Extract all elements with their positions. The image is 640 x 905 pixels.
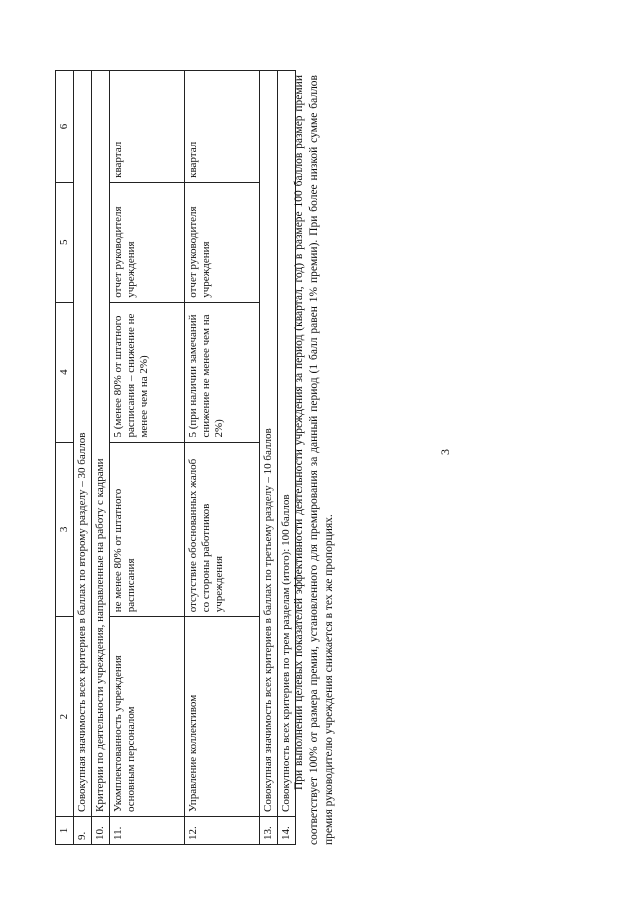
header-cell: 4 (56, 302, 74, 442)
table-cell: 13. (260, 817, 278, 845)
header-cell: 2 (56, 617, 74, 817)
table-cell: квартал (110, 71, 185, 183)
table-row (92, 71, 110, 845)
table-cell: Совокупность всех критериев по трем разделам (итого): 100 баллов (278, 71, 296, 817)
table-cell: Укомплектованность учреждения основным персоналом (110, 617, 185, 817)
table-cell: 5 (при наличии замечаний снижение не менее чем на 2%) (185, 302, 260, 442)
bonus-paragraph: При выполнении целевых показателей эффективности деятельности учреждения за период (квартал, год) в размере 100 баллов размер премии соответствует 100% от размера премии, установленного для премирования за данный период (1 балл равен 1% премии). При более низкой сумме баллов премия руководителю учреждения снижается в тех же пропорциях. (293, 75, 335, 845)
table-cell: отчет руководителя учреждения (185, 182, 260, 302)
table-cell: 10. (92, 817, 110, 845)
table-cell: отчет руководителя учреждения (110, 182, 185, 302)
header-cell: 3 (56, 442, 74, 617)
header-cell: 6 (56, 71, 74, 183)
table-cell: 11. (110, 817, 185, 845)
criteria-table (55, 70, 296, 845)
table-row (74, 71, 92, 845)
table-cell: отсутствие обоснованных жалоб со стороны работников учреждения (185, 442, 260, 617)
table-row (110, 71, 185, 845)
table-cell: Совокупная значимость всех критериев в баллах по третьему разделу – 10 баллов (260, 71, 278, 817)
table-cell: Управление коллективом (185, 617, 260, 817)
header-row (56, 71, 74, 845)
header-cell: 1 (56, 817, 74, 845)
table-cell: Критерии по деятельности учреждения, направленные на работу с кадрами (92, 71, 110, 817)
table-cell: Совокупная значимость всех критериев в баллах по второму разделу – 30 баллов (74, 71, 92, 817)
header-cell: 5 (56, 182, 74, 302)
table-body (56, 71, 296, 845)
table-cell: квартал (185, 71, 260, 183)
table-cell: 14. (278, 817, 296, 845)
page-number: 3 (438, 449, 452, 455)
table-cell: 9. (74, 817, 92, 845)
table-cell: 5 (менее 80% от штатного расписания – снижение не менее чем на 2%) (110, 302, 185, 442)
table-row (185, 71, 260, 845)
table-row (260, 71, 278, 845)
table-cell: не менее 80% от штатного расписания (110, 442, 185, 617)
table-cell: 12. (185, 817, 260, 845)
